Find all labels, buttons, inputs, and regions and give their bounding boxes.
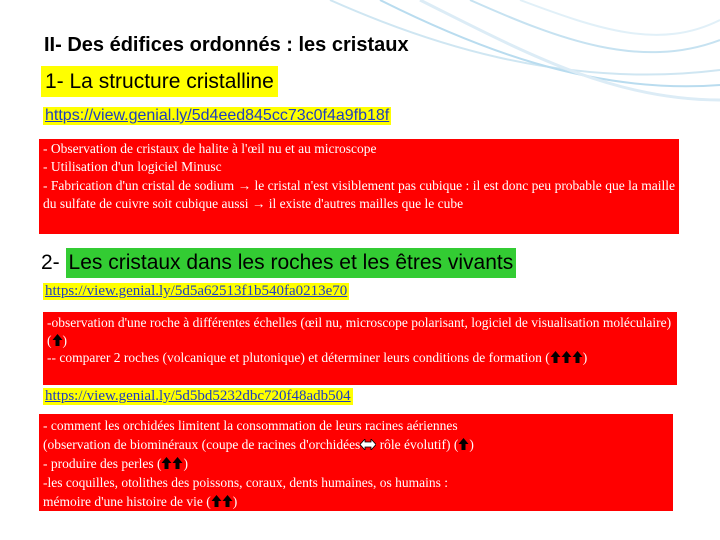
slide-title: II- Des édifices ordonnés : les cristaux	[44, 34, 409, 56]
up-arrow-icon	[52, 334, 63, 346]
section1-box	[39, 139, 679, 234]
up-arrow-icon	[172, 457, 183, 469]
section2-link2[interactable]: https://view.genial.ly/5d5bd5232dbc720f48adb504	[45, 388, 351, 404]
up-arrow-icon	[161, 457, 172, 469]
box2-line5	[43, 492, 669, 511]
section2-box2	[39, 414, 673, 511]
section2-heading	[41, 248, 516, 278]
box2-line3-end: )	[183, 456, 188, 471]
section2-heading-prefix: 2-	[41, 251, 66, 274]
section1-item: - Fabrication d'un cristal de sodium → le cristal n'est visiblement pas cubique : il est donc peu probable que la maille du sulfate de cuivre soit cubique aussi → il existe d'autres mailles que le cube	[43, 177, 675, 211]
box1-line1-end: )	[62, 332, 67, 348]
box2-line2-end: )	[469, 437, 474, 452]
section2-box1	[43, 312, 677, 385]
box2-line3	[43, 454, 669, 473]
box2-line2b: rôle évolutif) (	[376, 437, 459, 452]
up-arrow-icon	[572, 351, 583, 363]
section1-item: - Utilisation d'un logiciel Minusc	[43, 159, 222, 175]
decorative-swirl	[0, 0, 720, 120]
section1-heading: 1- La structure cristalline	[41, 66, 278, 97]
box2-line3a: - produire des perles (	[43, 456, 162, 471]
box2-line5-end: )	[232, 494, 238, 509]
up-arrow-icon	[550, 351, 561, 363]
left-right-arrow-icon	[360, 439, 376, 450]
section2-heading-highlight: Les cristaux dans les roches et les êtres vivants	[66, 248, 517, 278]
box2-line1: - comment les orchidées limitent la consommation de leurs racines aériennes	[43, 418, 458, 433]
box2-line2a: (observation de biominéraux (coupe de racines d'orchidées	[43, 437, 361, 452]
box2-line5a: mémoire d'une histoire de vie (	[43, 494, 211, 509]
section1-item: - Observation de cristaux de halite à l'œil nu et au microscope	[43, 141, 377, 156]
box1-line1: -observation d'une roche à différentes échelles (œil nu, microscope polarisant, logiciel de visualisation moléculaire) (	[47, 315, 672, 348]
box1-line2-end: )	[582, 350, 588, 365]
up-arrow-icon	[458, 438, 469, 450]
up-arrow-icon	[561, 351, 572, 363]
box2-line4: -les coquilles, otolithes des poissons, coraux, dents humaines, os humains :	[43, 475, 448, 490]
section2-link1[interactable]: https://view.genial.ly/5d5a62513f1b540fa0213e70	[45, 283, 348, 299]
up-arrow-icon	[211, 495, 222, 507]
box1-line2: -- comparer 2 roches (volcanique et plutonique) et déterminer leurs conditions de formation (	[47, 350, 550, 365]
box2-line2	[43, 435, 669, 454]
section1-link[interactable]: https://view.genial.ly/5d4eed845cc73c0f4a9fb18f	[45, 107, 390, 124]
up-arrow-icon	[222, 495, 233, 507]
